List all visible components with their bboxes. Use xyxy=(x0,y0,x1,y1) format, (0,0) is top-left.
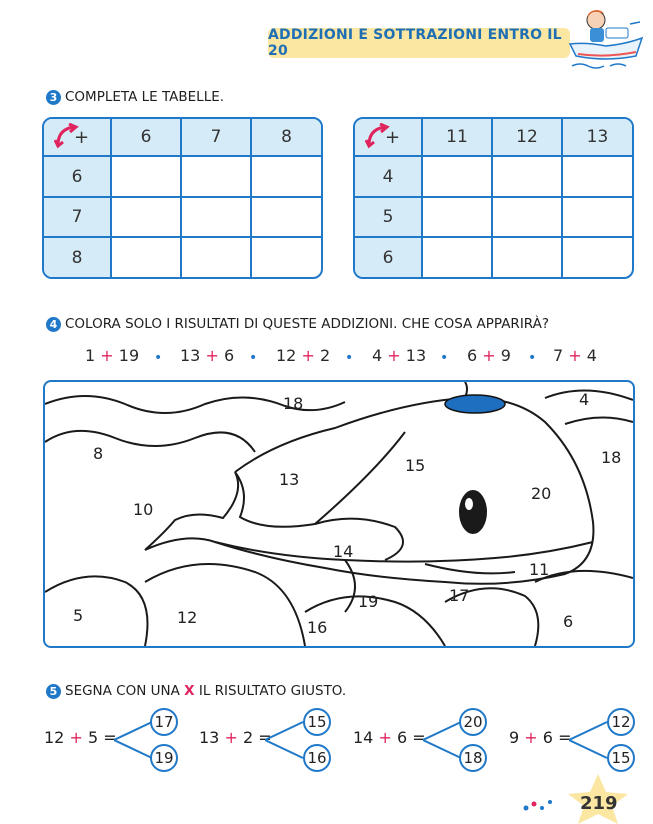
addition-item: 7 + 4 xyxy=(553,346,597,365)
region-number: 19 xyxy=(358,592,379,611)
addition-table-2 xyxy=(353,117,634,279)
exercise-3-heading xyxy=(46,89,224,105)
child-on-boat-illustration-icon xyxy=(566,4,646,72)
addition-expression: 12 + 5 = xyxy=(44,728,117,747)
region-number: 18 xyxy=(283,394,304,413)
exercise-number-badge: 5 xyxy=(46,684,61,699)
answer-cell[interactable] xyxy=(252,157,321,198)
row-header: 6 xyxy=(355,238,423,277)
addition-item: 6 + 9 xyxy=(467,346,511,365)
exercise-3-instruction: COMPLETA LE TABELLE. xyxy=(65,89,225,105)
addition-item: 12 + 2 xyxy=(276,346,331,365)
answer-cell[interactable] xyxy=(182,198,252,238)
answer-choice[interactable]: 15 xyxy=(303,708,331,736)
answer-choice[interactable]: 17 xyxy=(150,708,178,736)
column-header: 11 xyxy=(423,119,493,157)
answer-choice-item xyxy=(199,708,339,772)
separator-dot-icon: • xyxy=(528,350,537,366)
answer-choice[interactable]: 15 xyxy=(607,744,635,772)
table-corner-cell xyxy=(355,119,423,157)
answer-choice[interactable]: 20 xyxy=(459,708,487,736)
separator-dot-icon: • xyxy=(345,350,354,366)
exercise-number-badge: 3 xyxy=(46,90,61,105)
answer-cell[interactable] xyxy=(423,157,493,198)
region-number: 4 xyxy=(579,390,590,409)
region-number: 16 xyxy=(307,618,328,637)
answer-cell[interactable] xyxy=(252,198,321,238)
dots-decoration-icon xyxy=(520,796,560,816)
addition-item: 1 + 19 xyxy=(85,346,140,365)
branch-lines-icon xyxy=(265,720,305,762)
page-number: 219 xyxy=(580,793,618,814)
addition-list xyxy=(0,346,653,368)
exercise-4-heading xyxy=(46,316,549,332)
column-header: 13 xyxy=(563,119,632,157)
answer-choice[interactable]: 16 xyxy=(303,744,331,772)
color-by-number-picture[interactable] xyxy=(43,380,635,648)
column-header: 8 xyxy=(252,119,321,157)
region-number: 13 xyxy=(279,470,300,489)
answer-choice-item xyxy=(353,708,493,772)
answer-choice-item xyxy=(44,708,184,772)
separator-dot-icon: • xyxy=(440,350,449,366)
row-header: 7 xyxy=(44,198,112,238)
region-number: 11 xyxy=(529,560,550,579)
answer-cell[interactable] xyxy=(563,238,632,277)
region-number: 6 xyxy=(563,612,574,631)
row-header: 4 xyxy=(355,157,423,198)
exercise-5-instruction-before: SEGNA CON UNA xyxy=(65,683,185,699)
addition-expression: 9 + 6 = xyxy=(509,728,572,747)
answer-cell[interactable] xyxy=(563,198,632,238)
answer-cell[interactable] xyxy=(493,198,563,238)
answer-cell[interactable] xyxy=(423,238,493,277)
branch-lines-icon xyxy=(423,720,463,762)
region-number: 10 xyxy=(133,500,154,519)
answer-cell[interactable] xyxy=(112,157,182,198)
answer-cell[interactable] xyxy=(112,198,182,238)
column-header: 6 xyxy=(112,119,182,157)
region-number: 14 xyxy=(333,542,354,561)
column-header: 7 xyxy=(182,119,252,157)
region-number: 18 xyxy=(601,448,622,467)
region-number: 5 xyxy=(73,606,84,625)
page-title: ADDIZIONI E SOTTRAZIONI ENTRO IL 20 xyxy=(268,28,570,58)
answer-choice[interactable]: 12 xyxy=(607,708,635,736)
answer-cell[interactable] xyxy=(182,238,252,277)
region-number: 8 xyxy=(93,444,104,463)
table-corner-cell xyxy=(44,119,112,157)
answer-cell[interactable] xyxy=(493,157,563,198)
answer-cell[interactable] xyxy=(182,157,252,198)
addition-expression: 14 + 6 = xyxy=(353,728,426,747)
answer-cell[interactable] xyxy=(252,238,321,277)
branch-lines-icon xyxy=(114,720,154,762)
row-header: 5 xyxy=(355,198,423,238)
addition-table-1 xyxy=(42,117,323,279)
answer-cell[interactable] xyxy=(423,198,493,238)
region-number: 12 xyxy=(177,608,198,627)
row-header: 6 xyxy=(44,157,112,198)
separator-dot-icon: • xyxy=(154,350,163,366)
exercise-5-heading xyxy=(46,683,346,699)
addition-item: 13 + 6 xyxy=(180,346,235,365)
x-mark: X xyxy=(184,683,195,699)
separator-dot-icon: • xyxy=(249,350,258,366)
answer-cell[interactable] xyxy=(112,238,182,277)
answer-choice[interactable]: 19 xyxy=(150,744,178,772)
exercise-number-badge: 4 xyxy=(46,317,61,332)
region-number: 15 xyxy=(405,456,426,475)
row-header: 8 xyxy=(44,238,112,277)
column-header: 12 xyxy=(493,119,563,157)
exercise-4-instruction: COLORA SOLO I RISULTATI DI QUESTE ADDIZIONI. CHE COSA APPARIRÀ? xyxy=(65,316,550,332)
branch-lines-icon xyxy=(569,720,609,762)
addition-expression: 13 + 2 = xyxy=(199,728,272,747)
answer-choice-item xyxy=(509,708,639,772)
region-number: 20 xyxy=(531,484,552,503)
operator-sign: + xyxy=(385,127,401,148)
answer-cell[interactable] xyxy=(493,238,563,277)
answer-cell[interactable] xyxy=(563,157,632,198)
answer-choice[interactable]: 18 xyxy=(459,744,487,772)
operator-sign: + xyxy=(74,127,90,148)
exercise-5-instruction-after: IL RISULTATO GIUSTO. xyxy=(194,683,347,699)
region-number: 17 xyxy=(449,586,470,605)
addition-item: 4 + 13 xyxy=(372,346,427,365)
